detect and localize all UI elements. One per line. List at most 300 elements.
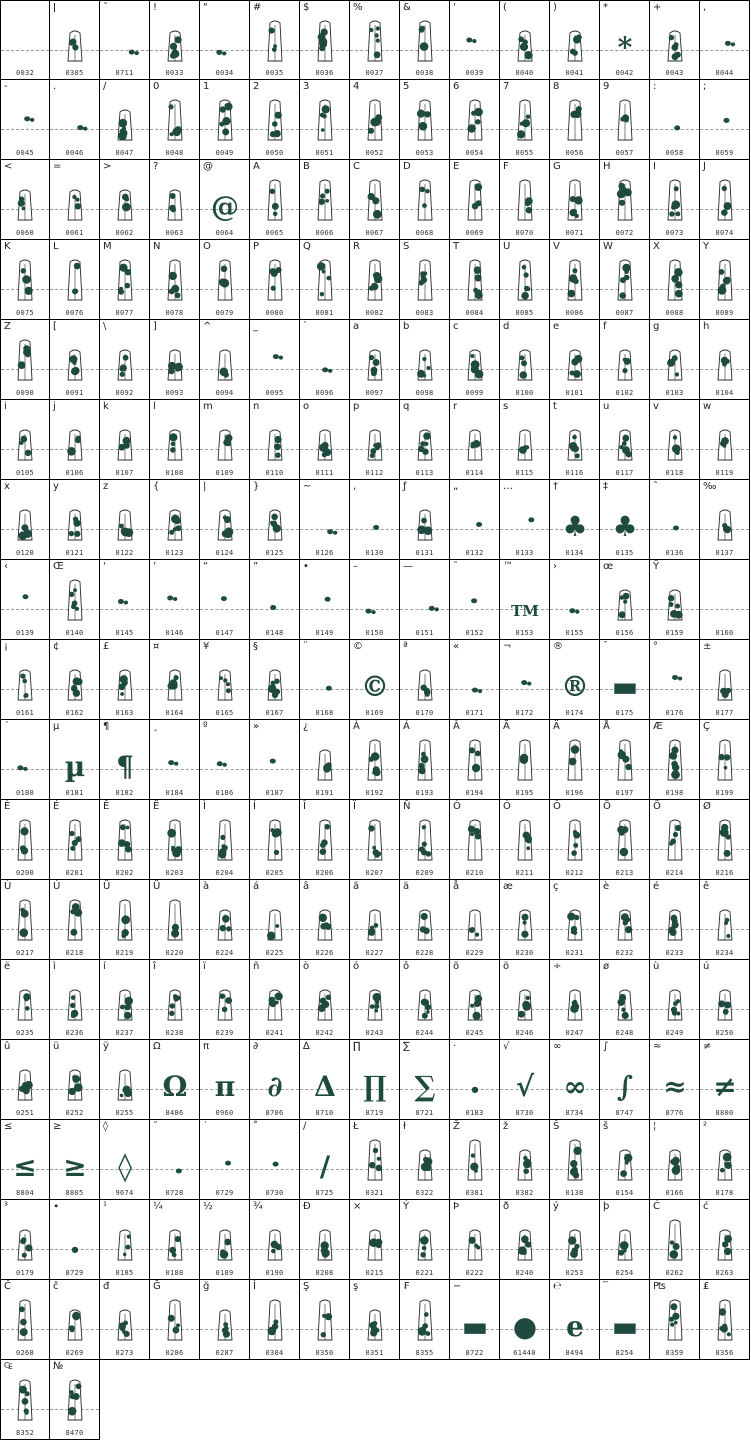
glyph-cell[interactable] <box>700 160 750 240</box>
glyph-cell[interactable] <box>700 640 750 720</box>
glyph-cell[interactable] <box>550 1040 600 1120</box>
glyph-cell[interactable] <box>200 0 250 80</box>
glyph-cell[interactable] <box>100 1120 150 1200</box>
glyph-cell[interactable] <box>350 880 400 960</box>
glyph-cell[interactable] <box>0 1040 50 1120</box>
glyph-code-label: 0254 <box>615 1269 634 1277</box>
glyph-cell[interactable] <box>0 240 50 320</box>
glyph-cell[interactable] <box>700 800 750 880</box>
glyph-cell[interactable] <box>600 800 650 880</box>
glyph-cell[interactable] <box>500 480 550 560</box>
glyph-preview <box>450 574 499 624</box>
glyph-cell[interactable] <box>450 0 500 80</box>
glyph-cell[interactable] <box>150 1200 200 1280</box>
glyph-cell[interactable] <box>200 1280 250 1360</box>
glyph-cell[interactable] <box>600 320 650 400</box>
glyph-cell[interactable] <box>700 1280 750 1360</box>
glyph-cell[interactable] <box>700 720 750 800</box>
glyph-cell[interactable] <box>400 1280 450 1360</box>
glyph-cell[interactable] <box>650 80 700 160</box>
glyph-cell[interactable] <box>150 1040 200 1120</box>
glyph-cell[interactable] <box>500 560 550 640</box>
glyph-cell[interactable] <box>200 640 250 720</box>
glyph-cell[interactable] <box>250 80 300 160</box>
glyph-cell[interactable] <box>100 1040 150 1120</box>
glyph-cell[interactable] <box>150 720 200 800</box>
glyph-cell[interactable] <box>450 1120 500 1200</box>
glyph-cell[interactable] <box>350 560 400 640</box>
glyph-cell[interactable] <box>100 800 150 880</box>
glyph-cell[interactable] <box>150 480 200 560</box>
glyph-cell[interactable] <box>300 640 350 720</box>
glyph-cell[interactable] <box>700 1040 750 1120</box>
glyph-char-label: T <box>453 241 460 252</box>
glyph-cell[interactable] <box>300 80 350 160</box>
glyph-cell[interactable] <box>600 720 650 800</box>
glyph-cell[interactable] <box>0 480 50 560</box>
glyph-cell[interactable] <box>150 880 200 960</box>
glyph-cell[interactable] <box>600 80 650 160</box>
glyph-cell[interactable] <box>700 960 750 1040</box>
glyph-cell[interactable] <box>350 160 400 240</box>
glyph-cell[interactable] <box>700 1120 750 1200</box>
glyph-cell[interactable] <box>0 560 50 640</box>
glyph-preview <box>150 734 199 784</box>
glyph-cell[interactable] <box>500 800 550 880</box>
glyph-cell[interactable] <box>550 80 600 160</box>
glyph-cell[interactable] <box>250 0 300 80</box>
glyph-cell[interactable] <box>550 0 600 80</box>
glyph-cell[interactable] <box>600 160 650 240</box>
glyph-cell[interactable] <box>50 1040 100 1120</box>
glyph-cell[interactable] <box>350 720 400 800</box>
glyph-char-label: L <box>53 241 59 252</box>
glyph-char-label: Ç <box>703 721 710 732</box>
glyph-cell[interactable] <box>250 560 300 640</box>
glyph-cell[interactable] <box>0 1120 50 1200</box>
glyph-cell[interactable] <box>50 160 100 240</box>
glyph-code-label: 0084 <box>465 309 484 317</box>
glyph-cell[interactable] <box>150 560 200 640</box>
glyph-cell[interactable] <box>550 1280 600 1360</box>
glyph-cell[interactable] <box>500 1200 550 1280</box>
glyph-cell[interactable] <box>0 0 50 80</box>
glyph-cell[interactable] <box>0 880 50 960</box>
glyph-cell[interactable] <box>500 1120 550 1200</box>
glyph-cell[interactable] <box>250 320 300 400</box>
glyph-code-label: 0179 <box>15 1269 35 1277</box>
glyph-code-label: 0248 <box>615 1029 634 1037</box>
glyph-cell[interactable] <box>300 960 350 1040</box>
glyph-cell[interactable] <box>450 1280 500 1360</box>
glyph-cell[interactable] <box>400 80 450 160</box>
glyph-cell[interactable] <box>300 0 350 80</box>
glyph-preview <box>550 974 599 1024</box>
glyph-code-label: 0213 <box>615 869 634 877</box>
glyph-cell[interactable] <box>250 1040 300 1120</box>
glyph-preview <box>1 174 49 224</box>
glyph-cell[interactable] <box>350 480 400 560</box>
glyph-cell[interactable] <box>200 960 250 1040</box>
glyph-cell[interactable] <box>550 1120 600 1200</box>
glyph-cell[interactable] <box>300 560 350 640</box>
glyph-cell[interactable] <box>350 1120 400 1200</box>
glyph-cell[interactable] <box>500 960 550 1040</box>
glyph-cell[interactable] <box>600 880 650 960</box>
glyph-cell[interactable] <box>600 0 650 80</box>
glyph-cell[interactable] <box>100 640 150 720</box>
glyph-cell[interactable] <box>250 640 300 720</box>
glyph-cell[interactable] <box>50 560 100 640</box>
glyph-cell[interactable] <box>200 560 250 640</box>
glyph-cell[interactable] <box>500 240 550 320</box>
glyph-cell[interactable] <box>0 80 50 160</box>
glyph-cell[interactable] <box>200 80 250 160</box>
glyph-cell[interactable] <box>100 80 150 160</box>
svg-text:▬: ▬ <box>611 1310 638 1343</box>
glyph-cell[interactable] <box>650 560 700 640</box>
glyph-cell[interactable] <box>200 160 250 240</box>
glyph-cell[interactable] <box>600 1040 650 1120</box>
glyph-cell[interactable] <box>350 1040 400 1120</box>
glyph-cell[interactable] <box>600 1280 650 1360</box>
glyph-cell[interactable] <box>0 720 50 800</box>
glyph-cell[interactable] <box>200 320 250 400</box>
glyph-cell[interactable] <box>350 640 400 720</box>
glyph-cell[interactable] <box>400 480 450 560</box>
glyph-cell[interactable] <box>0 640 50 720</box>
glyph-cell[interactable] <box>400 1200 450 1280</box>
glyph-cell[interactable] <box>150 400 200 480</box>
glyph-cell[interactable] <box>50 800 100 880</box>
glyph-cell[interactable] <box>600 960 650 1040</box>
glyph-char-label: ¥ <box>203 641 210 652</box>
glyph-cell[interactable] <box>50 1280 100 1360</box>
glyph-cell[interactable] <box>300 160 350 240</box>
glyph-cell[interactable] <box>150 800 200 880</box>
glyph-cell[interactable] <box>650 1120 700 1200</box>
glyph-cell[interactable] <box>500 80 550 160</box>
glyph-cell[interactable] <box>350 1200 400 1280</box>
glyph-cell[interactable] <box>200 1040 250 1120</box>
glyph-cell[interactable] <box>650 1280 700 1360</box>
glyph-cell[interactable] <box>150 80 200 160</box>
glyph-cell[interactable] <box>700 320 750 400</box>
glyph-char-label: × <box>353 1201 362 1212</box>
glyph-code-label: 0176 <box>665 709 684 717</box>
glyph-char-label: ` <box>303 321 308 332</box>
glyph-cell[interactable] <box>600 240 650 320</box>
glyph-cell[interactable] <box>650 400 700 480</box>
glyph-cell[interactable] <box>400 880 450 960</box>
glyph-cell[interactable] <box>200 720 250 800</box>
glyph-cell[interactable] <box>250 720 300 800</box>
glyph-cell[interactable] <box>200 1120 250 1200</box>
glyph-cell[interactable] <box>100 880 150 960</box>
glyph-cell[interactable] <box>500 400 550 480</box>
glyph-char-label: , <box>703 2 707 13</box>
glyph-cell[interactable] <box>650 1200 700 1280</box>
glyph-cell[interactable] <box>50 640 100 720</box>
glyph-cell[interactable] <box>650 640 700 720</box>
glyph-cell[interactable] <box>550 720 600 800</box>
glyph-code-label: 0154 <box>615 1189 634 1197</box>
glyph-preview <box>1 1214 49 1264</box>
glyph-cell[interactable] <box>250 960 300 1040</box>
glyph-cell[interactable] <box>50 960 100 1040</box>
glyph-cell[interactable] <box>550 160 600 240</box>
glyph-cell[interactable] <box>0 160 50 240</box>
glyph-code-label: 0040 <box>515 69 534 77</box>
glyph-cell[interactable] <box>100 960 150 1040</box>
glyph-cell[interactable] <box>500 1040 550 1120</box>
glyph-code-label: 8486 <box>165 1109 184 1117</box>
glyph-cell[interactable] <box>350 800 400 880</box>
glyph-preview <box>450 1214 499 1264</box>
glyph-cell[interactable] <box>700 560 750 640</box>
glyph-code-label: 0045 <box>15 149 35 157</box>
glyph-cell[interactable] <box>700 1200 750 1280</box>
glyph-cell[interactable] <box>650 160 700 240</box>
glyph-cell[interactable] <box>550 240 600 320</box>
glyph-cell[interactable] <box>100 720 150 800</box>
glyph-cell[interactable] <box>150 0 200 80</box>
glyph-cell[interactable] <box>100 320 150 400</box>
glyph-cell[interactable] <box>500 320 550 400</box>
glyph-cell[interactable] <box>100 480 150 560</box>
glyph-cell[interactable] <box>400 560 450 640</box>
glyph-cell[interactable] <box>400 160 450 240</box>
glyph-cell[interactable] <box>650 320 700 400</box>
glyph-cell[interactable] <box>450 720 500 800</box>
glyph-cell[interactable] <box>550 640 600 720</box>
glyph-cell[interactable] <box>300 720 350 800</box>
glyph-char-label: / <box>103 81 107 92</box>
glyph-cell[interactable] <box>400 1040 450 1120</box>
glyph-cell[interactable] <box>250 400 300 480</box>
glyph-cell[interactable] <box>550 480 600 560</box>
glyph-cell[interactable] <box>650 480 700 560</box>
glyph-cell[interactable] <box>100 560 150 640</box>
glyph-cell[interactable] <box>400 720 450 800</box>
glyph-cell[interactable] <box>350 960 400 1040</box>
glyph-char-label: 2 <box>253 81 260 92</box>
glyph-cell[interactable] <box>650 1040 700 1120</box>
glyph-cell[interactable] <box>200 400 250 480</box>
glyph-cell[interactable] <box>50 1200 100 1280</box>
glyph-cell[interactable] <box>150 240 200 320</box>
glyph-cell[interactable] <box>400 400 450 480</box>
glyph-cell[interactable] <box>100 0 150 80</box>
glyph-cell[interactable] <box>300 1280 350 1360</box>
glyph-cell[interactable] <box>0 1280 50 1360</box>
glyph-cell[interactable] <box>550 960 600 1040</box>
glyph-cell[interactable] <box>50 1120 100 1200</box>
glyph-cell[interactable] <box>450 240 500 320</box>
glyph-code-label: 0070 <box>515 229 534 237</box>
glyph-cell[interactable] <box>50 720 100 800</box>
glyph-cell[interactable] <box>450 1040 500 1120</box>
glyph-preview <box>350 494 399 544</box>
glyph-cell[interactable] <box>450 400 500 480</box>
glyph-cell[interactable] <box>550 320 600 400</box>
glyph-cell[interactable] <box>450 1200 500 1280</box>
glyph-code-label: 0268 <box>15 1349 35 1357</box>
glyph-cell[interactable] <box>300 320 350 400</box>
glyph-preview <box>150 1054 199 1104</box>
glyph-cell[interactable] <box>450 320 500 400</box>
glyph-cell[interactable] <box>600 1200 650 1280</box>
glyph-cell[interactable] <box>600 560 650 640</box>
glyph-cell[interactable] <box>700 400 750 480</box>
glyph-cell[interactable] <box>650 0 700 80</box>
glyph-cell[interactable] <box>250 880 300 960</box>
glyph-cell[interactable] <box>450 960 500 1040</box>
glyph-cell[interactable] <box>700 80 750 160</box>
glyph-char-label: Å <box>603 721 610 732</box>
glyph-cell[interactable] <box>700 480 750 560</box>
glyph-cell[interactable] <box>650 720 700 800</box>
glyph-cell[interactable] <box>550 880 600 960</box>
glyph-cell[interactable] <box>50 320 100 400</box>
glyph-cell[interactable] <box>500 640 550 720</box>
glyph-cell[interactable] <box>400 960 450 1040</box>
glyph-cell[interactable] <box>450 480 500 560</box>
glyph-char-label: Q <box>303 241 311 252</box>
glyph-cell[interactable] <box>450 160 500 240</box>
glyph-cell[interactable] <box>50 0 100 80</box>
glyph-cell[interactable] <box>450 640 500 720</box>
glyph-cell[interactable] <box>350 240 400 320</box>
glyph-cell[interactable] <box>450 80 500 160</box>
glyph-cell[interactable] <box>50 80 100 160</box>
glyph-cell[interactable] <box>150 640 200 720</box>
glyph-cell[interactable] <box>350 80 400 160</box>
glyph-cell[interactable] <box>250 1200 300 1280</box>
glyph-cell[interactable] <box>250 240 300 320</box>
glyph-cell[interactable] <box>100 400 150 480</box>
glyph-preview <box>50 654 99 704</box>
glyph-cell[interactable] <box>100 240 150 320</box>
glyph-cell[interactable] <box>350 1280 400 1360</box>
glyph-cell[interactable] <box>550 1200 600 1280</box>
glyph-cell[interactable] <box>400 1120 450 1200</box>
glyph-cell[interactable] <box>650 800 700 880</box>
glyph-cell[interactable] <box>250 1120 300 1200</box>
glyph-cell[interactable] <box>400 640 450 720</box>
glyph-cell[interactable] <box>50 400 100 480</box>
glyph-cell[interactable] <box>450 880 500 960</box>
glyph-cell[interactable] <box>150 1280 200 1360</box>
glyph-cell[interactable] <box>300 240 350 320</box>
glyph-cell[interactable] <box>250 1280 300 1360</box>
glyph-cell[interactable] <box>0 320 50 400</box>
glyph-cell[interactable] <box>450 560 500 640</box>
glyph-cell[interactable] <box>100 1280 150 1360</box>
glyph-cell[interactable] <box>550 800 600 880</box>
glyph-cell[interactable] <box>300 880 350 960</box>
glyph-code-label: 0137 <box>715 549 734 557</box>
glyph-cell[interactable] <box>600 1120 650 1200</box>
glyph-char-label: ∏ <box>353 1041 361 1052</box>
glyph-cell[interactable] <box>250 160 300 240</box>
glyph-preview <box>400 15 449 65</box>
glyph-cell[interactable] <box>100 160 150 240</box>
glyph-cell[interactable] <box>500 1280 550 1360</box>
glyph-cell[interactable] <box>150 960 200 1040</box>
glyph-code-label: 8722 <box>465 1349 484 1357</box>
glyph-cell[interactable] <box>0 960 50 1040</box>
glyph-preview <box>200 734 249 784</box>
glyph-cell[interactable] <box>0 800 50 880</box>
glyph-cell[interactable] <box>400 320 450 400</box>
glyph-cell[interactable] <box>600 400 650 480</box>
glyph-cell[interactable] <box>650 240 700 320</box>
glyph-cell[interactable] <box>0 400 50 480</box>
glyph-cell[interactable] <box>700 240 750 320</box>
glyph-cell[interactable] <box>0 1200 50 1280</box>
glyph-cell[interactable] <box>150 160 200 240</box>
glyph-cell[interactable] <box>100 1200 150 1280</box>
glyph-cell[interactable] <box>50 480 100 560</box>
glyph-cell[interactable] <box>500 880 550 960</box>
glyph-cell[interactable] <box>150 1120 200 1200</box>
glyph-code-label: 0088 <box>665 309 684 317</box>
glyph-preview <box>100 654 149 704</box>
glyph-cell[interactable] <box>500 160 550 240</box>
glyph-cell[interactable] <box>500 720 550 800</box>
glyph-cell[interactable] <box>550 400 600 480</box>
glyph-code-label: 0236 <box>65 1029 84 1037</box>
glyph-cell[interactable] <box>300 1040 350 1120</box>
glyph-cell[interactable] <box>400 0 450 80</box>
glyph-cell[interactable] <box>0 1360 50 1440</box>
glyph-cell[interactable] <box>300 400 350 480</box>
glyph-cell[interactable] <box>600 640 650 720</box>
glyph-preview <box>450 1134 499 1184</box>
glyph-code-label: 0249 <box>665 1029 684 1037</box>
glyph-cell[interactable] <box>650 880 700 960</box>
glyph-cell[interactable] <box>700 880 750 960</box>
glyph-cell[interactable] <box>300 1120 350 1200</box>
glyph-cell[interactable] <box>400 800 450 880</box>
glyph-cell[interactable] <box>50 240 100 320</box>
glyph-cell[interactable] <box>50 1360 100 1440</box>
glyph-cell[interactable] <box>400 240 450 320</box>
glyph-cell[interactable] <box>350 320 400 400</box>
glyph-cell[interactable] <box>200 880 250 960</box>
glyph-cell[interactable] <box>450 800 500 880</box>
glyph-cell[interactable] <box>500 0 550 80</box>
glyph-cell[interactable] <box>650 960 700 1040</box>
glyph-cell[interactable] <box>50 880 100 960</box>
glyph-cell[interactable] <box>200 240 250 320</box>
glyph-cell[interactable] <box>250 480 300 560</box>
glyph-cell[interactable] <box>550 560 600 640</box>
glyph-cell[interactable] <box>200 800 250 880</box>
glyph-cell[interactable] <box>250 800 300 880</box>
glyph-cell[interactable] <box>700 0 750 80</box>
glyph-cell[interactable] <box>150 320 200 400</box>
glyph-cell[interactable] <box>600 480 650 560</box>
glyph-cell[interactable] <box>200 480 250 560</box>
glyph-cell[interactable] <box>300 1200 350 1280</box>
glyph-cell[interactable] <box>350 0 400 80</box>
glyph-cell[interactable] <box>300 480 350 560</box>
glyph-cell[interactable] <box>200 1200 250 1280</box>
glyph-cell[interactable] <box>300 800 350 880</box>
glyph-cell[interactable] <box>350 400 400 480</box>
